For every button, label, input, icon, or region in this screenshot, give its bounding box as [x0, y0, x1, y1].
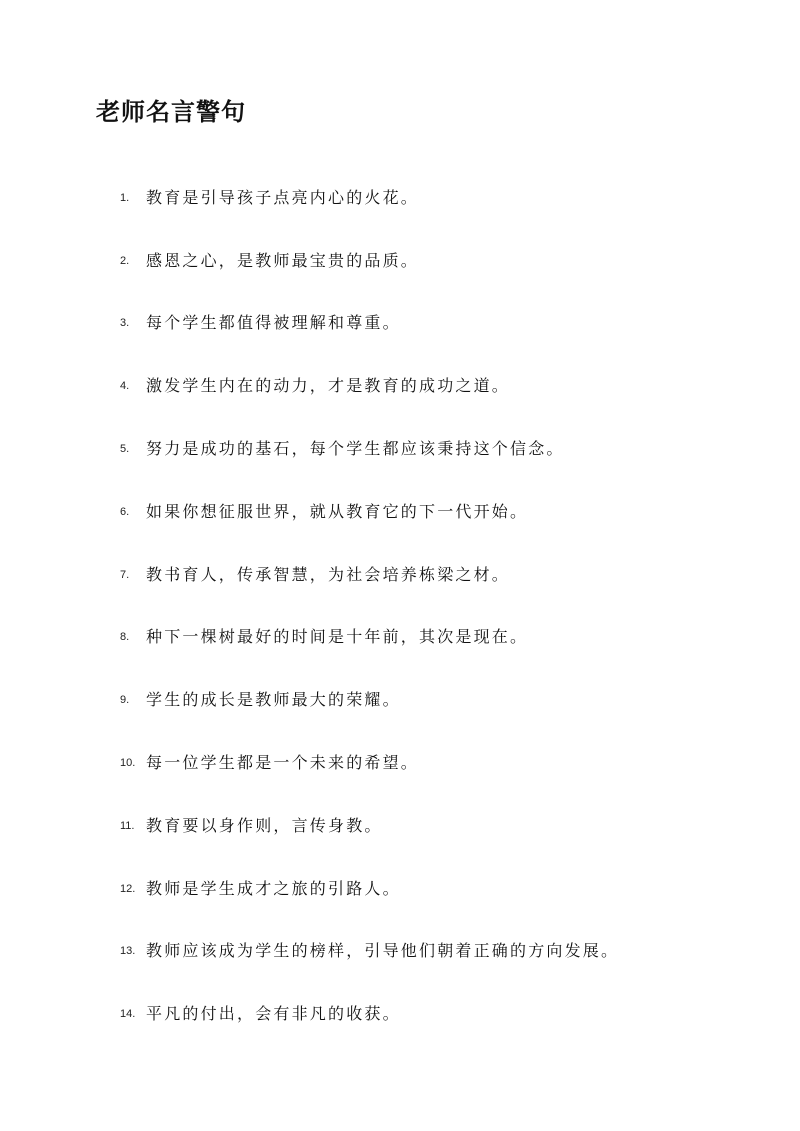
- quote-item: [120, 353, 619, 416]
- quote-number: 7.: [120, 568, 130, 581]
- quote-item: [120, 981, 619, 1044]
- quote-item: [120, 856, 619, 919]
- quote-text: 激发学生内在的动力，才是教育的成功之道。: [146, 376, 511, 396]
- quote-number: 2.: [120, 254, 130, 267]
- quote-item: [120, 730, 619, 793]
- quote-number: 14.: [120, 1008, 136, 1021]
- document-title: 老师名言警句: [96, 97, 246, 126]
- quote-text: 感恩之心，是教师最宝贵的品质。: [146, 250, 420, 270]
- quote-text: 种下一棵树最好的时间是十年前，其次是现在。: [146, 627, 529, 647]
- quote-number: 12.: [120, 882, 136, 895]
- quote-number: 11.: [120, 819, 135, 832]
- quote-item: [120, 605, 619, 668]
- quote-text: 每个学生都值得被理解和尊重。: [146, 313, 401, 333]
- quote-text: 教育要以身作则，言传身教。: [146, 815, 383, 835]
- quote-item: [120, 228, 619, 291]
- quote-item: [120, 667, 619, 730]
- quote-text: 学生的成长是教师最大的荣耀。: [146, 690, 401, 710]
- quote-number: 5.: [120, 443, 130, 456]
- quote-text: 平凡的付出，会有非凡的收获。: [146, 1004, 401, 1024]
- quote-number: 4.: [120, 380, 130, 393]
- quote-item: [120, 165, 619, 228]
- quote-text: 教书育人，传承智慧，为社会培养栋梁之材。: [146, 564, 511, 584]
- quote-number: 8.: [120, 631, 130, 644]
- quote-text: 每一位学生都是一个未来的希望。: [146, 753, 420, 773]
- quote-text: 教师应该成为学生的榜样，引导他们朝着正确的方向发展。: [146, 941, 620, 961]
- quote-text: 努力是成功的基石，每个学生都应该秉持这个信念。: [146, 439, 565, 459]
- quote-number: 6.: [120, 505, 130, 518]
- quote-number: 13.: [120, 945, 136, 958]
- quote-item: [120, 793, 619, 856]
- quote-text: 教师是学生成才之旅的引路人。: [146, 878, 401, 898]
- quote-number: 10.: [120, 757, 136, 770]
- quote-text: 如果你想征服世界，就从教育它的下一代开始。: [146, 501, 529, 521]
- quote-number: 3.: [120, 317, 130, 330]
- quote-text: 教育是引导孩子点亮内心的火花。: [146, 187, 420, 207]
- quote-number: 1.: [120, 191, 130, 204]
- quote-number: 9.: [120, 694, 130, 707]
- quote-item: [120, 291, 619, 354]
- quote-item: [120, 542, 619, 605]
- quote-list: [120, 165, 619, 1044]
- quote-item: [120, 919, 619, 982]
- quote-item: [120, 416, 619, 479]
- quote-item: [120, 479, 619, 542]
